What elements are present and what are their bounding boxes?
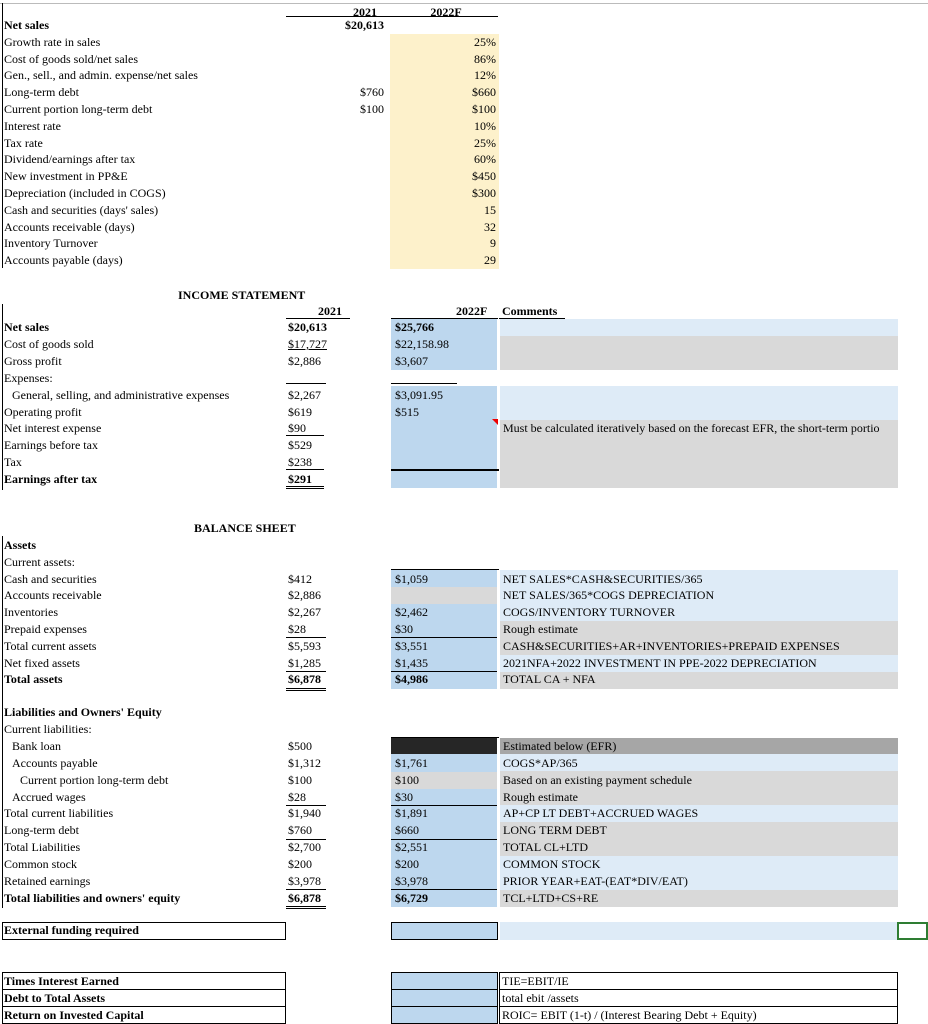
income-value-2021: $619 <box>288 404 312 419</box>
ratio-comment: TIE=EBIT/IE <box>502 974 569 988</box>
liability-value-2021: $3,978 <box>288 874 321 888</box>
input-value-2021: $100 <box>360 102 384 116</box>
liability-comment: PRIOR YEAR+EAT-(EAT*DIV/EAT) <box>503 874 688 888</box>
liability-comment: Estimated below (EFR) <box>503 738 617 753</box>
liability-value-2021: $1,940 <box>288 806 321 821</box>
income-value-2021: $2,267 <box>288 387 321 402</box>
liability-row-label: Current portion long-term debt <box>20 772 169 787</box>
input-row-label: Accounts payable (days) <box>4 253 123 268</box>
input-row-label: Gen., sell., and admin. expense/net sales <box>4 68 198 83</box>
input-value-2022[interactable]: 10% <box>474 118 496 133</box>
input-value-2022[interactable]: 29 <box>484 253 496 268</box>
liability-row-label: Total current liabilities <box>4 806 114 821</box>
input-row-label: Interest rate <box>4 118 61 133</box>
input-row-label: Cost of goods sold/net sales <box>4 51 138 66</box>
income-statement-title: INCOME STATEMENT <box>178 288 306 302</box>
efr-value-cell[interactable] <box>391 922 498 940</box>
liability-row-label: Long-term debt <box>4 823 79 838</box>
input-value-2022[interactable]: 25% <box>474 34 496 49</box>
selected-cell[interactable] <box>897 922 928 940</box>
input-row-label: Dividend/earnings after tax <box>4 152 136 167</box>
income-col-comments: Comments <box>502 304 558 318</box>
asset-value-2021: $6,878 <box>288 672 321 687</box>
liability-value-2022[interactable]: $660 <box>395 823 419 838</box>
input-value-2022[interactable]: 15 <box>484 202 496 217</box>
input-row-label: Inventory Turnover <box>4 236 98 251</box>
liability-value-2021: $2,700 <box>288 840 321 855</box>
liability-row-label: Liabilities and Owners' Equity <box>4 705 162 719</box>
income-value-2022[interactable]: $22,158.98 <box>395 336 449 351</box>
income-value-2021: $2,886 <box>288 353 321 368</box>
liability-value-2021: $6,878 <box>288 890 321 905</box>
efr-label: External funding required <box>4 923 139 937</box>
asset-comment: NET SALES*CASH&SECURITIES/365 <box>503 571 703 586</box>
liability-value-2022[interactable]: $6,729 <box>395 890 428 905</box>
asset-row-label: Inventories <box>4 605 58 620</box>
liability-row-label: Total liabilities and owners' equity <box>4 890 181 905</box>
liability-comment: Based on an existing payment schedule <box>503 772 692 787</box>
income-value-2021: $529 <box>288 438 312 453</box>
asset-row-label: Total assets <box>4 672 63 687</box>
input-row-label: Growth rate in sales <box>4 34 101 49</box>
asset-value-2021: $5,593 <box>288 638 321 653</box>
asset-row-label: Accounts receivable <box>4 588 102 603</box>
income-row-label: Net sales <box>4 320 49 334</box>
asset-comment: NET SALES/365*COGS DEPRECIATION <box>503 588 715 603</box>
asset-comment: Rough estimate <box>503 622 578 636</box>
input-value-2022[interactable]: 12% <box>474 68 496 83</box>
asset-value-2021: $28 <box>288 622 306 636</box>
input-value-2022[interactable]: 86% <box>474 51 496 66</box>
liability-row-label: Common stock <box>4 857 78 872</box>
input-row-label: New investment in PP&E <box>4 169 128 184</box>
income-value-2022[interactable]: $3,607 <box>395 353 428 368</box>
asset-comment: COGS/INVENTORY TURNOVER <box>503 605 676 620</box>
net-interest-comment: Must be calculated iteratively based on the forecast EFR, the short-term portio <box>503 421 880 435</box>
liability-value-2021: $500 <box>288 738 312 753</box>
income-col-2021: 2021 <box>318 304 342 318</box>
input-row-label: Accounts receivable (days) <box>4 219 135 234</box>
input-row-label: Current portion long-term debt <box>4 102 153 116</box>
liability-row-label: Accounts payable <box>12 755 98 770</box>
asset-value-2022[interactable]: $1,059 <box>395 571 428 586</box>
input-value-2022[interactable]: 32 <box>484 219 496 234</box>
income-row-label: Earnings before tax <box>4 438 98 453</box>
input-row-label: Depreciation (included in COGS) <box>4 186 166 200</box>
income-row-label: Tax <box>4 455 22 470</box>
income-value-2021: $20,613 <box>288 320 327 334</box>
asset-row-label: Total current assets <box>4 638 97 653</box>
liability-row-label: Current liabilities: <box>4 721 92 736</box>
income-value-2022[interactable]: $515 <box>395 404 419 419</box>
inputs-net-sales-2021: $20,613 <box>345 18 384 32</box>
liability-comment: COGS*AP/365 <box>503 755 578 770</box>
ratio-label: Debt to Total Assets <box>4 991 106 1005</box>
liability-value-2021: $200 <box>288 857 312 872</box>
liability-value-2022[interactable]: $1,761 <box>395 755 428 770</box>
liability-value-2022[interactable]: $1,891 <box>395 806 428 821</box>
income-col-2022: 2022F <box>456 304 488 318</box>
income-value-2021: $17,727 <box>288 336 327 351</box>
asset-row-label: Current assets: <box>4 554 75 569</box>
income-value-2022[interactable]: $25,766 <box>395 320 434 334</box>
asset-row-label: Assets <box>4 538 36 552</box>
income-row-label: Gross profit <box>4 353 62 368</box>
asset-value-2022[interactable]: $2,462 <box>395 605 428 620</box>
liability-row-label: Accrued wages <box>12 789 86 804</box>
liability-comment: LONG TERM DEBT <box>503 823 607 838</box>
input-value-2022[interactable]: 60% <box>474 152 496 167</box>
asset-value-2022[interactable]: $1,435 <box>395 655 428 670</box>
liability-value-2022[interactable]: $200 <box>395 857 419 872</box>
income-value-2022[interactable]: $3,091.95 <box>395 387 443 402</box>
input-row-label: Net sales <box>4 18 49 32</box>
income-value-2021: $291 <box>288 472 312 487</box>
liability-comment: TCL+LTD+CS+RE <box>503 890 599 905</box>
liability-comment: AP+CP LT DEBT+ACCRUED WAGES <box>503 806 699 821</box>
asset-comment: TOTAL CA + NFA <box>503 672 596 687</box>
inputs-header-2021: 2021 <box>353 5 377 19</box>
liability-value-2022[interactable]: $2,551 <box>395 840 428 855</box>
asset-row-label: Net fixed assets <box>4 655 80 670</box>
income-row-label: Expenses: <box>4 370 53 385</box>
liability-comment: Rough estimate <box>503 789 578 804</box>
liability-value-2022[interactable]: $3,978 <box>395 874 428 888</box>
balance-sheet-title: BALANCE SHEET <box>194 521 296 535</box>
input-value-2022[interactable]: $100 <box>472 102 496 116</box>
liability-row-label: Bank loan <box>12 738 61 753</box>
inputs-header-2022: 2022F <box>430 5 462 19</box>
input-value-2022[interactable]: 9 <box>490 236 496 251</box>
input-row-label: Cash and securities (days' sales) <box>4 202 159 217</box>
asset-value-2021: $412 <box>288 571 312 586</box>
income-row-label: Operating profit <box>4 404 82 419</box>
liability-value-2021: $100 <box>288 772 312 787</box>
income-value-2021: $90 <box>288 421 306 436</box>
liability-row-label: Total Liabilities <box>4 840 81 855</box>
ratio-label: Return on Invested Capital <box>4 1008 144 1022</box>
income-row-label: General, selling, and administrative expenses <box>12 387 230 402</box>
liability-comment: TOTAL CL+LTD <box>503 840 589 855</box>
asset-value-2022[interactable]: $4,986 <box>395 672 428 687</box>
income-row-label: Net interest expense <box>4 421 102 436</box>
liability-value-2022[interactable]: $100 <box>395 772 419 787</box>
asset-value-2021: $1,285 <box>288 655 321 670</box>
asset-value-2022[interactable]: $3,551 <box>395 638 428 653</box>
input-row-label: Long-term debt <box>4 85 79 100</box>
asset-value-2021: $2,886 <box>288 588 321 603</box>
liability-row-label: Retained earnings <box>4 874 91 888</box>
input-value-2022[interactable]: 25% <box>474 135 496 150</box>
income-value-2021: $238 <box>288 455 312 470</box>
liability-value-2022[interactable]: $30 <box>395 789 413 804</box>
ratio-comment: ROIC= EBIT (1-t) / (Interest Bearing Debt + Equity) <box>502 1008 757 1022</box>
income-row-label: Earnings after tax <box>4 472 98 487</box>
input-row-label: Tax rate <box>4 135 43 150</box>
asset-row-label: Cash and securities <box>4 571 97 586</box>
ratio-label: Times Interest Earned <box>4 974 119 988</box>
liability-value-2021: $760 <box>288 823 312 838</box>
liability-comment: COMMON STOCK <box>503 857 601 872</box>
comment-indicator-icon[interactable] <box>492 419 498 425</box>
input-value-2022[interactable]: $300 <box>472 186 496 200</box>
liability-value-2021: $1,312 <box>288 755 321 770</box>
input-value-2021: $760 <box>360 85 384 100</box>
input-value-2022[interactable]: $450 <box>472 169 496 184</box>
asset-value-2021: $2,267 <box>288 605 321 620</box>
asset-row-label: Prepaid expenses <box>4 622 87 636</box>
input-value-2022[interactable]: $660 <box>472 85 496 100</box>
asset-comment: 2021NFA+2022 INVESTMENT IN PPE-2022 DEPRECIATION <box>503 655 817 670</box>
liability-value-2021: $28 <box>288 789 306 804</box>
income-row-label: Cost of goods sold <box>4 336 94 351</box>
asset-comment: CASH&SECURITIES+AR+INVENTORIES+PREPAID EXPENSES <box>503 638 840 653</box>
asset-value-2022[interactable]: $30 <box>395 622 413 636</box>
ratio-comment: total ebit /assets <box>502 991 579 1005</box>
